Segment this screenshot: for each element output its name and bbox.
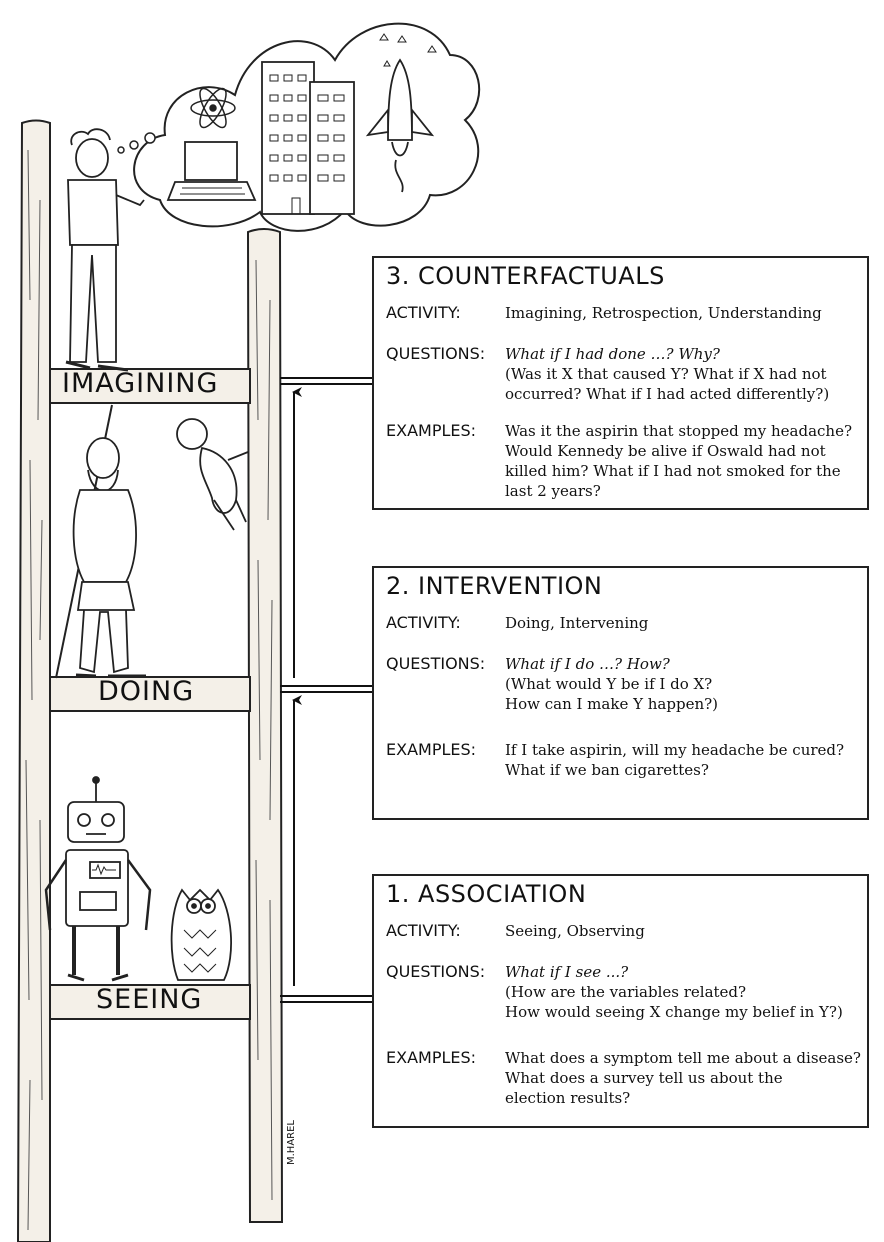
examples-label: EXAMPLES:: [386, 740, 477, 759]
rung-label-imagining: IMAGINING: [62, 368, 219, 399]
examples-line: killed him? What if I had not smoked for the: [505, 462, 841, 480]
examples-line: What does a symptom tell me about a disease?: [505, 1049, 861, 1067]
activity-text: Imagining, Retrospection, Understanding: [505, 304, 822, 322]
activity-label: ACTIVITY:: [386, 921, 461, 940]
baby-figure: [177, 419, 248, 530]
intervention-title: 2. INTERVENTION: [386, 572, 603, 600]
counterfactuals-title: 3. COUNTERFACTUALS: [386, 262, 665, 290]
questions-line: (How are the variables related?: [505, 983, 747, 1001]
examples-value: [505, 740, 859, 780]
caveman-figure: [56, 405, 146, 678]
examples-line: Was it the aspirin that stopped my headache?: [505, 422, 852, 440]
artist-signature: M.HAREL: [286, 1119, 297, 1165]
activity-value: [505, 303, 859, 323]
questions-value: [505, 654, 859, 714]
thinker-figure: [66, 129, 144, 370]
questions-value: [505, 962, 859, 1022]
questions-line: (What would Y be if I do X?: [505, 675, 713, 693]
examples-label: EXAMPLES:: [386, 421, 477, 440]
activity-text: Seeing, Observing: [505, 922, 645, 940]
questions-line: How can I make Y happen?): [505, 695, 718, 713]
rung-label-doing: DOING: [98, 676, 195, 707]
questions-line: How would seeing X change my belief in Y?): [505, 1003, 843, 1021]
questions-label: QUESTIONS:: [386, 962, 486, 981]
examples-line: If I take aspirin, will my headache be cured?: [505, 741, 845, 759]
examples-value: [505, 1048, 859, 1108]
buildings-icon: [262, 62, 354, 214]
questions-line: occurred? What if I had acted differently?): [505, 385, 830, 403]
examples-line: What does a survey tell us about the: [505, 1069, 783, 1087]
counterfactuals-box: [372, 256, 869, 510]
questions-italic: What if I do …? How?: [505, 655, 670, 673]
examples-line: What if we ban cigarettes?: [505, 761, 709, 779]
examples-line: election results?: [505, 1089, 631, 1107]
activity-value: [505, 613, 859, 633]
activity-value: [505, 921, 859, 941]
association-box: [372, 874, 869, 1128]
questions-label: QUESTIONS:: [386, 344, 486, 363]
activity-label: ACTIVITY:: [386, 303, 461, 322]
intervention-box: [372, 566, 869, 820]
activity-text: Doing, Intervening: [505, 614, 649, 632]
questions-italic: What if I had done …? Why?: [505, 345, 720, 363]
robot-figure: [46, 777, 150, 980]
owl-figure: [172, 890, 232, 980]
examples-label: EXAMPLES:: [386, 1048, 477, 1067]
examples-value: [505, 421, 859, 501]
questions-italic: What if I see ...?: [505, 963, 629, 981]
association-title: 1. ASSOCIATION: [386, 880, 587, 908]
questions-value: [505, 344, 859, 404]
rung-label-seeing: SEEING: [96, 984, 203, 1015]
examples-line: last 2 years?: [505, 482, 601, 500]
ladder-right-pole: [248, 229, 282, 1222]
questions-label: QUESTIONS:: [386, 654, 486, 673]
activity-label: ACTIVITY:: [386, 613, 461, 632]
ladder-left-pole: [18, 121, 50, 1242]
questions-line: (Was it X that caused Y? What if X had not: [505, 365, 827, 383]
examples-line: Would Kennedy be alive if Oswald had not: [505, 442, 826, 460]
